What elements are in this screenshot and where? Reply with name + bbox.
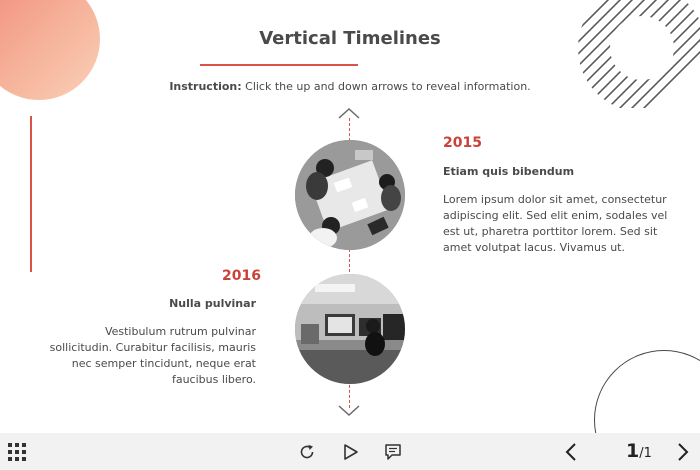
timeline-entry-body-2016: Vestibulum rutrum pulvinar sollicitudin. Curabitur facilisis, mauris nec semper tincidunt, neque erat faucibus libero. (49, 325, 256, 386)
timeline-year-2016: 2016 (222, 268, 261, 284)
timeline-entry-title-2016: Nulla pulvinar (169, 297, 256, 310)
timeline-entry-title-2015: Etiam quis bibendum (443, 165, 575, 178)
chevron-left-icon[interactable] (560, 441, 582, 463)
timeline-entry-body-2015: Lorem ipsum dolor sit amet, consectetur adipiscing elit. Sed elit enim, sodales vel est ut, pharetra porttitor lorem. Sed sit amet volutpat lacus. Vivamus ut. (443, 193, 668, 254)
grid-menu-icon[interactable] (6, 442, 28, 462)
decorative-accent-line (30, 116, 32, 272)
timeline-photo-2016 (295, 274, 405, 384)
page-current: 1 (626, 440, 640, 462)
chevron-up-icon[interactable] (337, 106, 361, 120)
page-counter (626, 440, 652, 462)
captions-icon[interactable] (382, 442, 404, 462)
play-icon[interactable] (340, 442, 362, 462)
title-underline (200, 64, 358, 66)
player-control-bar (0, 433, 700, 470)
decorative-outline-circle (594, 350, 700, 433)
timeline-year-2015: 2015 (443, 135, 482, 151)
page-title: Vertical Timelines (259, 28, 441, 49)
instruction-label: Instruction: (169, 80, 242, 93)
instruction-text (0, 80, 700, 93)
replay-icon[interactable] (296, 442, 318, 462)
chevron-down-icon[interactable] (337, 404, 361, 418)
instruction-body: Click the up and down arrows to reveal information. (241, 80, 531, 93)
timeline-photo-2015 (295, 140, 405, 250)
page-total: /1 (639, 446, 652, 461)
chevron-right-icon[interactable] (672, 441, 694, 463)
